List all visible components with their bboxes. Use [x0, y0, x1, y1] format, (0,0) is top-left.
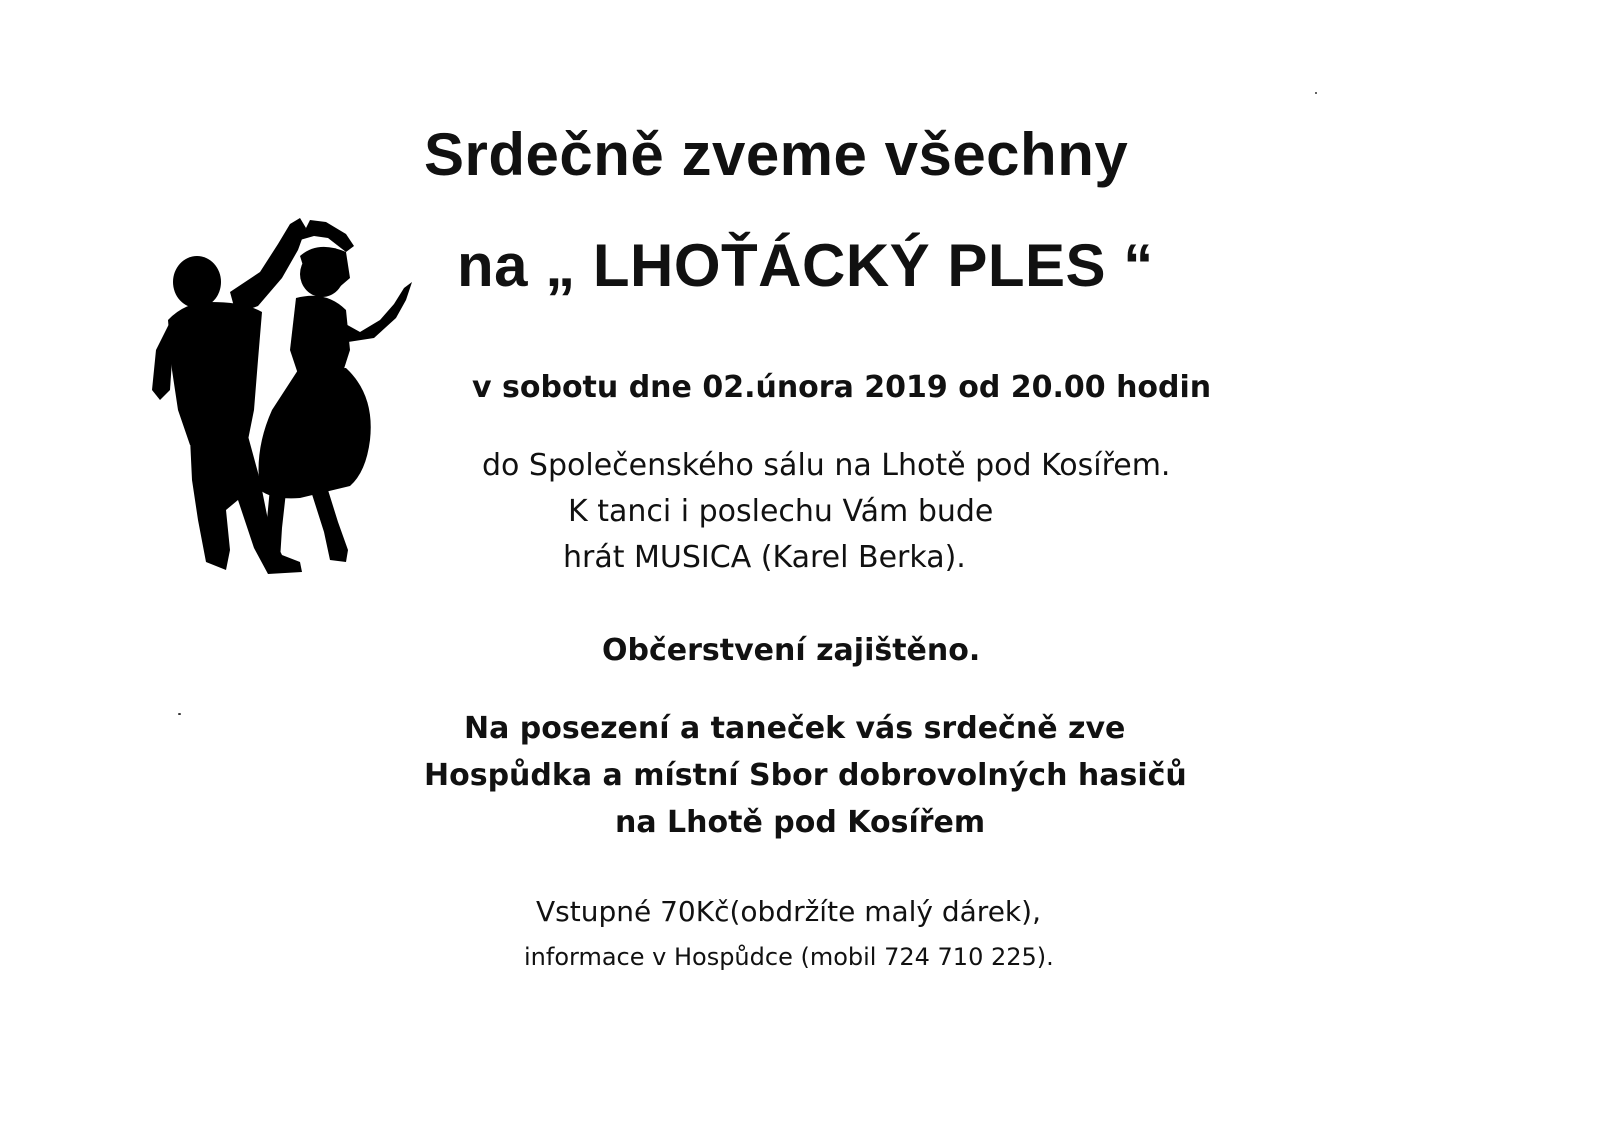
hosts-line-2: Hospůdka a místní Sbor dobrovolných hasičů — [424, 758, 1187, 793]
venue-line-1: do Společenského sálu na Lhotě pod Kosířem. — [482, 448, 1171, 483]
date-line: v sobotu dne 02.února 2019 od 20.00 hodin — [472, 370, 1212, 405]
scan-speck — [1315, 92, 1317, 94]
dancing-couple-silhouette-icon — [150, 210, 415, 595]
heading-line-2: na „ LHOŤÁCKÝ PLES “ — [457, 232, 1154, 299]
heading-line-1: Srdečně zveme všechny — [424, 121, 1129, 188]
scan-speck — [178, 713, 181, 715]
contact-info: informace v Hospůdce (mobil 724 710 225). — [524, 943, 1054, 971]
venue-line-2: K tanci i poslechu Vám bude — [568, 494, 994, 529]
refreshments-note: Občerstvení zajištěno. — [602, 633, 981, 668]
hosts-line-1: Na posezení a taneček vás srdečně zve — [464, 711, 1126, 746]
venue-line-3: hrát MUSICA (Karel Berka). — [563, 540, 966, 575]
admission-note: Vstupné 70Kč(obdržíte malý dárek), — [536, 895, 1041, 928]
hosts-line-3: na Lhotě pod Kosířem — [615, 805, 986, 840]
